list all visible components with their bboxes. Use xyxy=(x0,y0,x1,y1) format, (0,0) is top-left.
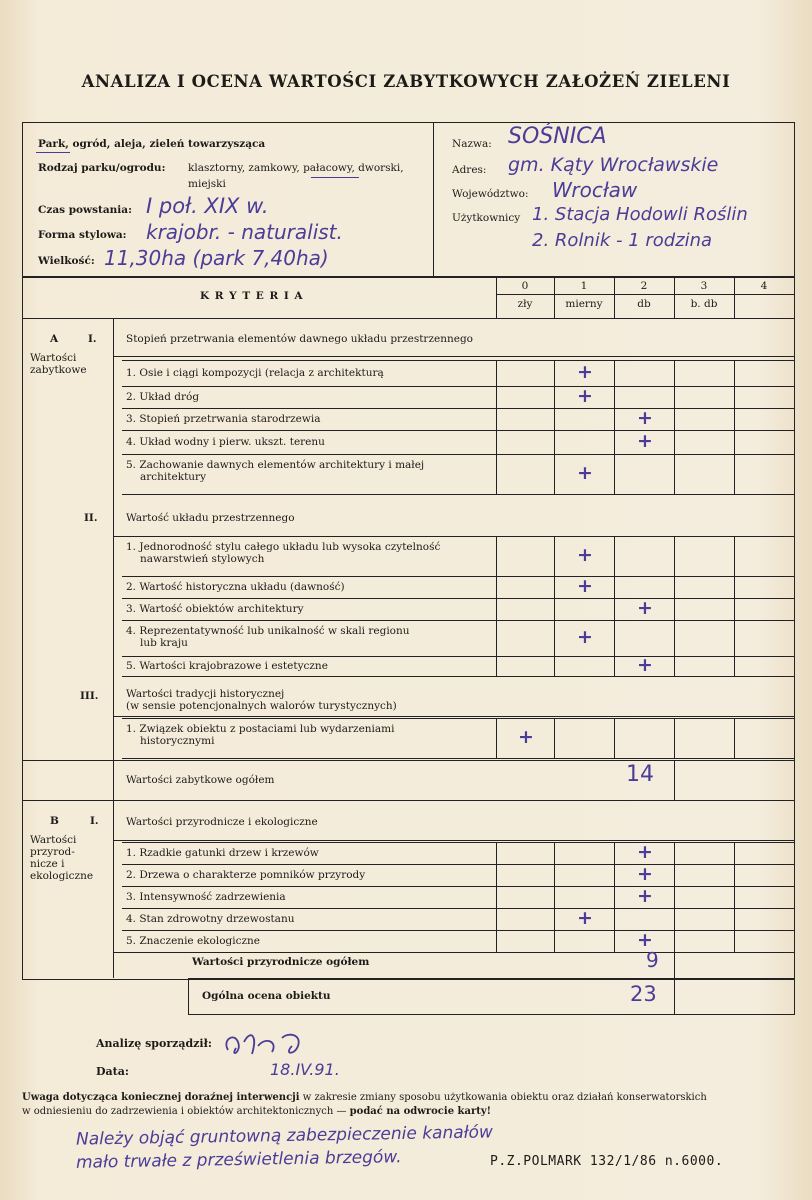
criterion-a1-5: 5. Zachowanie dawnych elementów architektury i małej xyxy=(126,459,425,471)
rule-line xyxy=(674,386,675,408)
rule-line xyxy=(122,718,794,719)
rule-line xyxy=(674,430,675,454)
score-mark: + xyxy=(637,407,653,429)
rule-line xyxy=(614,656,615,676)
rule-line xyxy=(554,430,555,454)
date-value: 18.IV.91. xyxy=(270,1060,340,1079)
rule-line xyxy=(554,386,555,408)
users-value-1: 1. Stacja Hodowli Roślin xyxy=(532,204,748,225)
note-rest: w zakresie zmiany sposobu użytkowania obiektu oraz działań konserwatorskich xyxy=(299,1092,707,1103)
section-b-label-3: nicze i xyxy=(30,858,65,870)
rule-line xyxy=(674,864,675,886)
rule-line xyxy=(614,408,615,430)
rule-line xyxy=(496,930,497,952)
criterion-a2-2: 2. Wartość historyczna układu (dawność) xyxy=(126,581,345,593)
rule-line xyxy=(496,430,497,454)
note-line-2a: w odniesieniu do zadrzewienia i obiektów architektonicznych — xyxy=(22,1106,350,1117)
a2-title: Wartość układu przestrzennego xyxy=(126,512,295,524)
rule-line xyxy=(794,908,795,930)
a3-title: Wartości tradycji historycznej xyxy=(126,688,285,700)
rule-line xyxy=(554,408,555,430)
criterion-a3-1: 1. Związek obiektu z postaciami lub wydarzeniami xyxy=(126,723,395,735)
rule-line xyxy=(674,620,675,656)
rule-line xyxy=(122,454,794,455)
rule-line xyxy=(734,598,735,620)
rule-line xyxy=(554,718,555,758)
style-label: Forma stylowa: xyxy=(38,229,127,241)
section-b-letter: B xyxy=(50,815,59,827)
section-a-roman: I. xyxy=(88,333,97,345)
grade-header-3: b. db xyxy=(690,298,718,310)
criterion-a2-1: 1. Jednorodność stylu całego układu lub wysoka czytelność xyxy=(126,541,441,553)
rule-line xyxy=(22,760,795,761)
score-mark: + xyxy=(577,544,593,566)
section-a-letter: A xyxy=(50,333,59,345)
score-mark: + xyxy=(637,841,653,863)
rule-line xyxy=(794,886,795,908)
criterion-a2-5: 5. Wartości krajobrazowe i estetyczne xyxy=(126,660,328,672)
score-mark: + xyxy=(637,430,653,452)
rule-line xyxy=(122,930,794,931)
rule-line xyxy=(614,598,615,620)
rule-line xyxy=(734,718,735,758)
overall-value: 23 xyxy=(630,982,657,1006)
rule-line xyxy=(794,576,795,598)
score-mark: + xyxy=(577,626,593,648)
rule-line xyxy=(614,454,615,494)
rule-line xyxy=(614,360,615,386)
rule-line xyxy=(674,536,675,576)
users-value-2: 2. Rolnik - 1 rodzina xyxy=(532,230,713,251)
rule-line xyxy=(554,842,555,864)
rule-line xyxy=(554,908,555,930)
rule-line xyxy=(554,656,555,676)
kind-label: Rodzaj parku/ogrodu: xyxy=(38,162,166,174)
b-total-value: 9 xyxy=(646,948,659,972)
rule-line xyxy=(734,360,735,386)
rule-line xyxy=(496,294,795,295)
score-mark: + xyxy=(577,361,593,383)
rule-line xyxy=(734,864,735,886)
score-mark: + xyxy=(637,597,653,619)
rule-line xyxy=(734,576,735,598)
score-mark: + xyxy=(577,907,593,929)
rule-line xyxy=(122,598,794,599)
rule-line xyxy=(496,360,497,386)
rule-line xyxy=(794,930,795,952)
rule-line xyxy=(496,620,497,656)
score-mark: + xyxy=(637,929,653,951)
rule-line xyxy=(122,656,794,657)
rule-line xyxy=(614,718,615,758)
time-label: Czas powstania: xyxy=(38,204,132,216)
rule-line xyxy=(674,454,675,494)
rule-line xyxy=(113,318,114,978)
criterion-a2-3: 3. Wartość obiektów architektury xyxy=(126,603,304,615)
rule-line xyxy=(122,620,794,621)
score-mark: + xyxy=(518,726,534,748)
criterion-a1-3: 3. Stopień przetrwania starodrzewia xyxy=(126,413,321,425)
score-header-4: 4 xyxy=(760,280,768,292)
criterion-b1-5: 5. Znaczenie ekologiczne xyxy=(126,935,261,947)
note-line-1 xyxy=(22,1092,707,1104)
criterion-a1-4: 4. Układ wodny i pierw. ukszt. terenu xyxy=(126,436,325,448)
rule-line xyxy=(496,408,497,430)
rule-line xyxy=(22,318,795,319)
b1-title: Wartości przyrodnicze i ekologiczne xyxy=(126,816,318,828)
rule-line xyxy=(113,356,794,357)
rule-line xyxy=(122,408,794,409)
criterion-b1-2: 2. Drzewa o charakterze pomników przyrody xyxy=(126,869,366,881)
rule-line xyxy=(496,886,497,908)
rule-line xyxy=(794,360,795,386)
score-mark: + xyxy=(577,462,593,484)
rule-line xyxy=(614,620,615,656)
criterion-a2-1-cont: nawarstwień stylowych xyxy=(140,553,265,565)
rule-line xyxy=(122,536,794,537)
score-mark: + xyxy=(577,385,593,407)
rule-line xyxy=(674,576,675,598)
form-title: ANALIZA I OCENA WARTOŚCI ZABYTKOWYCH ZAŁOŻEŃ ZIELENI xyxy=(81,72,731,91)
rule-line xyxy=(496,864,497,886)
rule-line xyxy=(794,598,795,620)
rule-line xyxy=(496,718,497,758)
rule-line xyxy=(122,494,794,495)
rule-line xyxy=(674,886,675,908)
rule-line xyxy=(554,598,555,620)
a-total-value: 14 xyxy=(626,762,654,787)
kind-options: klasztorny, zamkowy, pałacowy, dworski, xyxy=(188,162,404,174)
rule-line xyxy=(674,718,675,758)
rule-line xyxy=(614,430,615,454)
rule-line xyxy=(674,760,675,800)
rule-line xyxy=(794,454,795,494)
a1-title: Stopień przetrwania elementów dawnego układu przestrzennego xyxy=(126,333,473,345)
rule-line xyxy=(122,842,794,843)
rule-line xyxy=(794,408,795,430)
rule-line xyxy=(554,536,555,576)
note-line-2b: podać na odwrocie karty! xyxy=(349,1106,492,1117)
a2-roman: II. xyxy=(84,512,98,524)
rule-line xyxy=(122,864,794,865)
criterion-a3-1-cont: historycznymi xyxy=(140,735,215,747)
score-mark: + xyxy=(577,575,593,597)
section-a-label: Wartości zabytkowe xyxy=(30,352,87,376)
prepared-label: Analizę sporządził: xyxy=(96,1037,212,1050)
rule-line xyxy=(674,842,675,864)
name-value: SOŚNICA xyxy=(508,124,607,149)
rule-line xyxy=(122,758,794,759)
grade-header-0: zły xyxy=(517,298,533,310)
criterion-b1-4: 4. Stan zdrowotny drzewostanu xyxy=(126,913,295,925)
a3-roman: III. xyxy=(80,690,99,702)
rule-line xyxy=(22,800,795,801)
note-line-2 xyxy=(22,1106,491,1118)
kind-options-2: miejski xyxy=(188,178,226,190)
b-total-label: Wartości przyrodnicze ogółem xyxy=(192,956,370,968)
rule-line xyxy=(614,886,615,908)
rule-line xyxy=(734,386,735,408)
note-bold: Uwaga dotycząca koniecznej doraźnej interwencji xyxy=(22,1092,300,1103)
rule-line xyxy=(122,886,794,887)
rule-line xyxy=(496,908,497,930)
rule-line xyxy=(794,842,795,864)
rule-line xyxy=(122,360,794,361)
rule-line xyxy=(554,576,555,598)
date-label: Data: xyxy=(96,1065,129,1078)
rule-line xyxy=(614,864,615,886)
rule-line xyxy=(794,536,795,576)
rule-line xyxy=(554,930,555,952)
criteria-header-label: K R Y T E R I A xyxy=(200,290,304,302)
type-label: Park, ogród, aleja, zieleń towarzysząca xyxy=(38,138,266,150)
rule-line xyxy=(554,886,555,908)
score-mark: + xyxy=(637,654,653,676)
overall-label: Ogólna ocena obiektu xyxy=(202,990,331,1002)
rule-line xyxy=(554,360,555,386)
time-value: I poł. XIX w. xyxy=(146,194,269,218)
rule-line xyxy=(496,386,497,408)
score-header-0: 0 xyxy=(521,280,529,292)
section-b-roman: I. xyxy=(90,815,99,827)
rule-line xyxy=(496,576,497,598)
rule-line xyxy=(734,620,735,656)
size-value: 11,30ha (park 7,40ha) xyxy=(104,246,329,270)
rule-line xyxy=(674,656,675,676)
a3-title-2: (w sensie potencjonalnych walorów turystycznych) xyxy=(126,700,397,712)
rule-line xyxy=(674,598,675,620)
voivodeship-value: Wrocław xyxy=(552,178,638,202)
address-value: gm. Kąty Wrocławskie xyxy=(508,154,719,176)
rule-line xyxy=(496,842,497,864)
rule-line xyxy=(554,454,555,494)
rule-line xyxy=(496,656,497,676)
handwritten-note-2: mało trwałe z prześwietlenia brzegów. xyxy=(75,1147,402,1173)
rule-line xyxy=(674,952,675,978)
rule-line xyxy=(794,718,795,758)
section-b-label-2: przyrod- xyxy=(30,846,75,858)
criterion-a1-1: 1. Osie i ciągi kompozycji (relacja z architekturą xyxy=(126,367,384,379)
rule-line xyxy=(496,536,497,576)
rule-line xyxy=(674,908,675,930)
rule-line xyxy=(614,930,615,952)
score-header-3: 3 xyxy=(700,280,708,292)
rule-line xyxy=(794,656,795,676)
rule-line xyxy=(734,408,735,430)
rule-line xyxy=(734,842,735,864)
voivodeship-label: Województwo: xyxy=(452,188,529,200)
rule-line xyxy=(614,576,615,598)
rule-line xyxy=(734,908,735,930)
rule-line xyxy=(734,886,735,908)
rule-line xyxy=(674,408,675,430)
grade-header-1: mierny xyxy=(565,298,603,310)
rule-line xyxy=(674,978,675,1015)
rule-line xyxy=(122,576,794,577)
rule-line xyxy=(496,454,497,494)
score-header-1: 1 xyxy=(580,280,588,292)
rule-line xyxy=(794,430,795,454)
section-b-label-1: Wartości xyxy=(30,834,77,846)
users-label: Użytkownicy xyxy=(452,212,521,224)
criterion-b1-3: 3. Intensywność zadrzewienia xyxy=(126,891,286,903)
rule-line xyxy=(614,908,615,930)
score-mark: + xyxy=(637,885,653,907)
size-label: Wielkość: xyxy=(38,255,95,267)
section-b-label-4: ekologiczne xyxy=(30,870,94,882)
rule-line xyxy=(614,536,615,576)
rule-line xyxy=(614,386,615,408)
rule-line xyxy=(554,620,555,656)
rule-line xyxy=(113,952,794,953)
rule-line xyxy=(113,840,794,841)
rule-line xyxy=(674,360,675,386)
handwritten-note-1: Należy objąć gruntowną zabezpieczenie kanałów xyxy=(75,1122,494,1150)
score-mark: + xyxy=(637,863,653,885)
rule-line xyxy=(113,716,794,717)
rule-line xyxy=(496,598,497,620)
criterion-a2-4: 4. Reprezentatywność lub unikalność w skali regionu xyxy=(126,625,410,637)
printer-imprint: P.Z.POLMARK 132/1/86 n.6000. xyxy=(490,1154,724,1169)
rule-line xyxy=(122,430,794,431)
rule-line xyxy=(734,536,735,576)
grade-header-2: db xyxy=(637,298,651,310)
score-header-2: 2 xyxy=(640,280,648,292)
rule-line xyxy=(614,842,615,864)
rule-line xyxy=(794,864,795,886)
address-label: Adres: xyxy=(452,164,487,176)
rule-line xyxy=(794,620,795,656)
rule-line xyxy=(734,430,735,454)
style-value: krajobr. - naturalist. xyxy=(146,220,343,244)
rule-line xyxy=(674,930,675,952)
name-label: Nazwa: xyxy=(452,138,492,150)
rule-line xyxy=(794,386,795,408)
rule-line xyxy=(734,930,735,952)
rule-line xyxy=(122,676,794,677)
rule-line xyxy=(734,656,735,676)
rule-line xyxy=(122,908,794,909)
rule-line xyxy=(734,454,735,494)
rule-line xyxy=(122,386,794,387)
rule-line xyxy=(554,864,555,886)
criterion-a2-4-cont: lub kraju xyxy=(140,637,188,649)
criterion-b1-1: 1. Rzadkie gatunki drzew i krzewów xyxy=(126,847,319,859)
a-total-label: Wartości zabytkowe ogółem xyxy=(126,774,275,786)
criterion-a1-2: 2. Układ dróg xyxy=(126,391,200,403)
criterion-a1-5-cont: architektury xyxy=(140,471,207,483)
